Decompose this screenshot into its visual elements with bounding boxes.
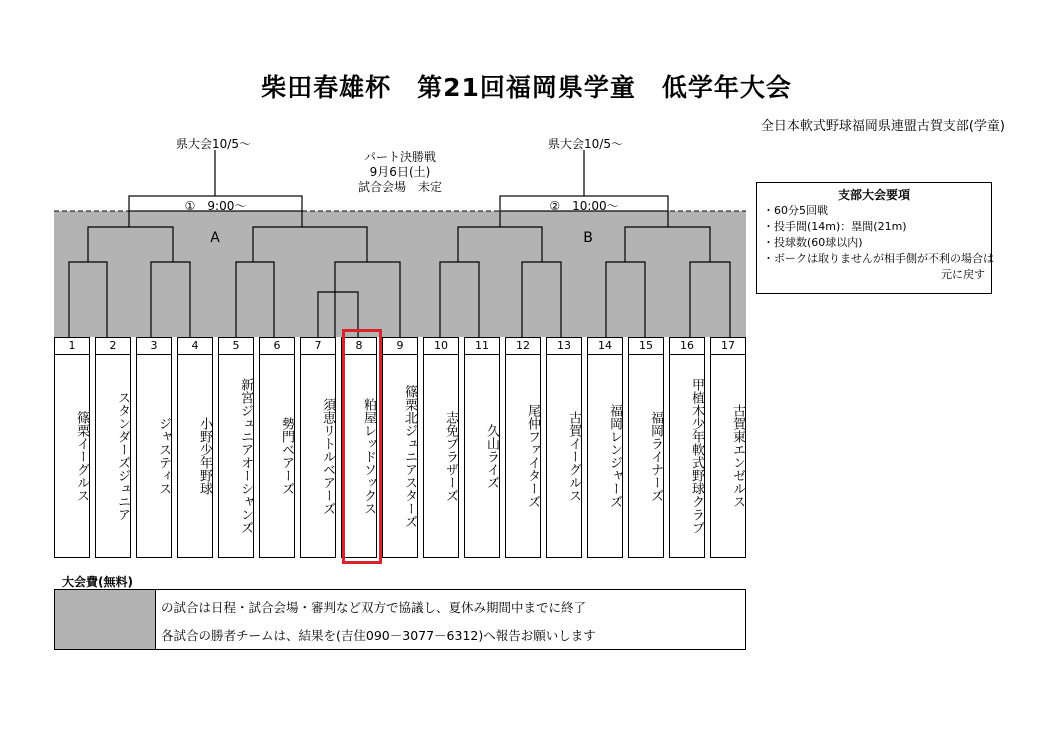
team-box-5 (218, 337, 254, 558)
team-name: 福岡ライナーズ (648, 410, 663, 502)
team-box-10 (423, 337, 459, 558)
block-label-a: A (210, 230, 220, 246)
team-number: 2 (96, 338, 130, 355)
team-number: 13 (547, 338, 581, 355)
team-box-2 (95, 337, 131, 558)
team-name: スタンダーズジュニア (115, 391, 130, 521)
team-name: 篠栗イーグルス (74, 410, 89, 502)
team-name: 新宮ジュニアオーシャンズ (238, 378, 253, 534)
team-name: 篠栗北ジュニアスターズ (402, 384, 417, 528)
team-number: 11 (465, 338, 499, 355)
team-number: 3 (137, 338, 171, 355)
rules-item: ・60分5回戦 (763, 204, 828, 217)
team-box-1 (54, 337, 90, 558)
team-name: 尾仲ファイターズ (525, 404, 540, 508)
team-name: 古賀イーグルス (566, 410, 581, 502)
rules-item: 元に戻す (941, 268, 985, 281)
fee-box (54, 589, 746, 650)
game-label-a: ① 9:00～ (184, 199, 247, 213)
team-name: 志免ブラザーズ (443, 410, 458, 502)
team-box-9 (382, 337, 418, 558)
team-name: 粕屋レッドソックス (361, 397, 376, 515)
team-number: 14 (588, 338, 622, 355)
part-final-line1: パート決勝戦 (363, 150, 436, 164)
rules-item: ・投球数(60球以内) (763, 236, 863, 249)
block-label-b: B (583, 230, 593, 246)
team-name: 甲植木少年軟式野球クラブ (689, 378, 704, 534)
team-box-16 (669, 337, 705, 558)
team-box-15 (628, 337, 664, 558)
team-number: 15 (629, 338, 663, 355)
team-box-4 (177, 337, 213, 558)
fee-label: 大会費(無料) (62, 575, 133, 589)
team-box-3 (136, 337, 172, 558)
rules-title: 支部大会要項 (837, 188, 910, 202)
page-title: 柴田春雄杯 第21回福岡県学童 低学年大会 (261, 73, 792, 102)
team-name: 須恵リトルベアーズ (320, 397, 335, 515)
team-number: 6 (260, 338, 294, 355)
rules-item: ・ボークは取りませんが相手側が不利の場合は (763, 252, 994, 265)
team-number: 17 (711, 338, 745, 355)
team-number: 7 (301, 338, 335, 355)
team-8-highlight (342, 329, 382, 564)
team-box-13 (546, 337, 582, 558)
team-number: 16 (670, 338, 704, 355)
team-number: 1 (55, 338, 89, 355)
rules-item: ・投手間(14m)：塁間(21m) (763, 220, 907, 233)
team-box-11 (464, 337, 500, 558)
pref-label-a: 県大会10/5～ (176, 137, 251, 151)
team-number: 5 (219, 338, 253, 355)
team-name: 小野少年野球 (197, 417, 212, 495)
team-name: 古賀東エンゼルス (730, 404, 745, 508)
team-number: 10 (424, 338, 458, 355)
team-box-6 (259, 337, 295, 558)
rules-box (756, 182, 992, 294)
game-label-b: ② 10:00～ (549, 199, 619, 213)
team-box-7 (300, 337, 336, 558)
team-name: 久山ライズ (484, 423, 499, 489)
team-box-14 (587, 337, 623, 558)
fee-line-2: 各試合の勝者チームは、結果を(吉住090－3077－6312)へ報告お願いします (161, 628, 596, 643)
team-box-17 (710, 337, 746, 558)
organizer: 全日本軟式野球福岡県連盟古賀支部(学童) (760, 119, 1005, 134)
fee-line-1: の試合は日程・試合会場・審判など双方で協議し、夏休み期間中までに終了 (161, 600, 587, 615)
team-number: 4 (178, 338, 212, 355)
team-number: 8 (342, 338, 376, 355)
part-final-line2: 9月6日(土) (369, 165, 431, 179)
part-final-line3: 試合会場 未定 (357, 180, 442, 194)
team-name: ジャスティス (156, 417, 171, 495)
team-number: 9 (383, 338, 417, 355)
pref-label-b: 県大会10/5～ (548, 137, 623, 151)
fee-gray-swatch (55, 590, 156, 649)
team-name: 福岡レンジャーズ (607, 404, 622, 508)
team-name: 勢門ベアーズ (279, 417, 294, 495)
team-box-12 (505, 337, 541, 558)
team-number: 12 (506, 338, 540, 355)
